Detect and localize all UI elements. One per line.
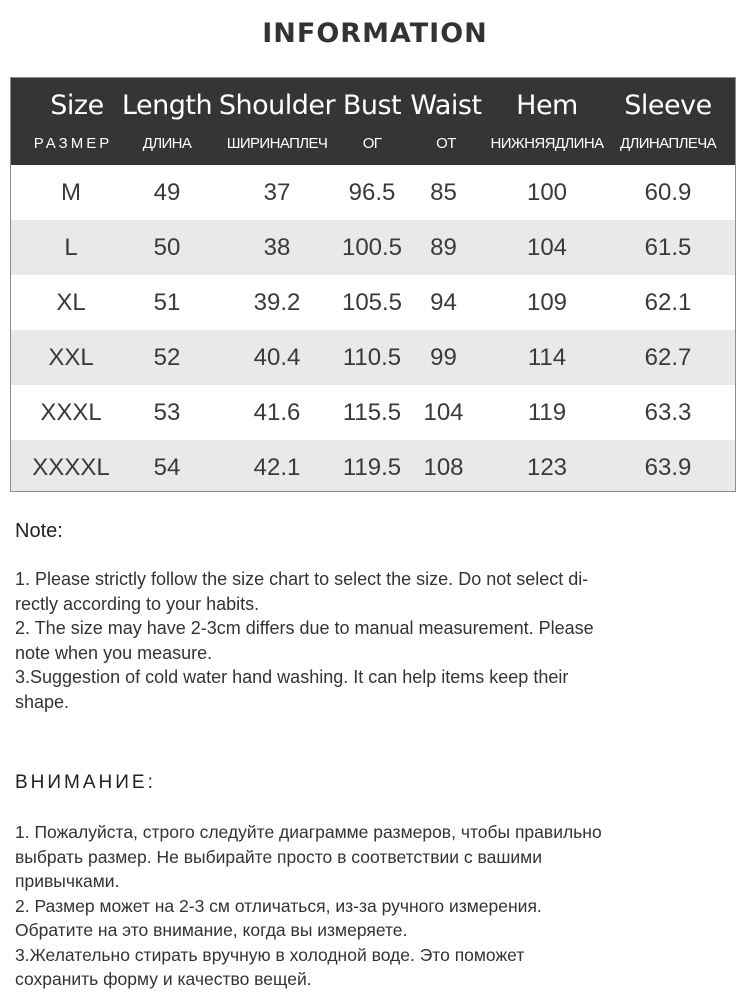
note-section-english (15, 520, 735, 714)
note-heading-russian: ВНИМАНИЕ: (15, 772, 156, 793)
note-line: 3.Желательно стирать вручную в холодной воде. Это поможет (15, 944, 525, 965)
cell-hem: 104 (526, 234, 568, 261)
header-size-sub: РАЗМЕР (33, 135, 113, 152)
header-waist: Waist (410, 90, 482, 121)
cell-bust: 115.5 (342, 399, 402, 426)
cell-shoulder: 42.1 (253, 454, 301, 481)
note-line: 2. The size may have 2-3cm differs due to manual measurement. Please (15, 618, 594, 638)
cell-length: 49 (153, 179, 181, 206)
note-line: привычками. (15, 871, 120, 891)
cell-bust: 110.5 (342, 344, 402, 371)
size-chart-table (10, 77, 736, 492)
table-header (11, 78, 735, 165)
cell-bust: 119.5 (342, 454, 402, 481)
cell-hem: 119 (527, 399, 567, 426)
cell-size: M (61, 179, 81, 206)
cell-length: 51 (153, 289, 181, 316)
cell-shoulder: 41.6 (253, 399, 301, 426)
cell-length: 52 (153, 344, 181, 371)
cell-sleeve: 62.7 (644, 344, 692, 371)
cell-sleeve: 60.9 (644, 179, 692, 206)
header-hem-sub: НИЖНЯЯДЛИНА (490, 135, 604, 152)
cell-sleeve: 61.5 (644, 234, 692, 261)
header-shoulder: Shoulder (218, 90, 336, 121)
cell-waist: 85 (430, 179, 457, 206)
cell-bust: 96.5 (348, 179, 396, 206)
cell-size: XXXL (40, 399, 102, 426)
note-heading: Note: (15, 520, 63, 542)
note-section-russian (15, 772, 735, 992)
note-line: rectly according to your habits. (15, 593, 260, 614)
note-line: note when you measure. (15, 642, 213, 663)
cell-shoulder: 40.4 (253, 344, 301, 371)
cell-waist: 99 (430, 344, 457, 371)
header-length: Length (121, 90, 213, 121)
table-row (11, 440, 735, 492)
page-title: INFORMATION (262, 18, 488, 49)
cell-size: XL (56, 289, 86, 316)
cell-waist: 104 (423, 399, 464, 426)
table-row (11, 330, 735, 385)
note-line: 1. Пожалуйста, строго следуйте диаграмме размеров, чтобы правильно (15, 822, 602, 842)
note-line: 1. Please strictly follow the size chart to select the size. Do not select di- (15, 569, 589, 589)
header-sleeve: Sleeve (624, 90, 712, 121)
note-line: 2. Размер может на 2-3 см отличаться, из-за ручного измерения. (15, 895, 542, 916)
note-line: сохранить форму и качество вещей. (15, 969, 312, 989)
header-size: Size (50, 90, 104, 121)
header-bust: Bust (342, 90, 402, 121)
cell-waist: 108 (423, 454, 464, 481)
header-sleeve-sub: ДЛИНАПЛЕЧА (619, 135, 717, 152)
cell-hem: 123 (526, 454, 568, 481)
header-bust-sub: ОГ (362, 135, 382, 152)
header-shoulder-sub: ШИРИНАПЛЕЧ (226, 135, 328, 152)
cell-length: 50 (153, 234, 181, 261)
cell-bust: 100.5 (341, 234, 403, 261)
cell-sleeve: 63.3 (644, 399, 692, 426)
note-line: выбрать размер. Не выбирайте просто в соответствии с вашими (15, 846, 542, 867)
cell-length: 54 (153, 454, 181, 481)
cell-size: XXL (48, 344, 94, 371)
cell-shoulder: 38 (263, 234, 291, 261)
cell-sleeve: 63.9 (644, 454, 692, 481)
cell-hem: 114 (527, 344, 567, 371)
header-length-sub: ДЛИНА (142, 135, 192, 152)
table-row (11, 275, 735, 330)
header-waist-sub: ОТ (436, 135, 456, 152)
table-row (11, 385, 735, 440)
cell-size: XXXXL (32, 454, 110, 481)
cell-hem: 109 (526, 289, 568, 316)
header-hem: Hem (516, 90, 578, 121)
cell-length: 53 (153, 399, 181, 426)
note-line: Обратите на это внимание, когда вы измеряете. (15, 920, 408, 940)
note-line: 3.Suggestion of cold water hand washing. It can help items keep their (15, 667, 569, 687)
cell-sleeve: 62.1 (644, 289, 692, 316)
cell-shoulder: 39.2 (253, 289, 301, 316)
note-line: shape. (15, 691, 70, 712)
cell-hem: 100 (526, 179, 568, 206)
cell-bust: 105.5 (341, 289, 403, 316)
table-row (11, 165, 735, 220)
table-row (11, 220, 735, 275)
cell-shoulder: 37 (263, 179, 291, 206)
cell-size: L (64, 234, 78, 261)
cell-waist: 94 (430, 289, 457, 316)
cell-waist: 89 (430, 234, 457, 261)
